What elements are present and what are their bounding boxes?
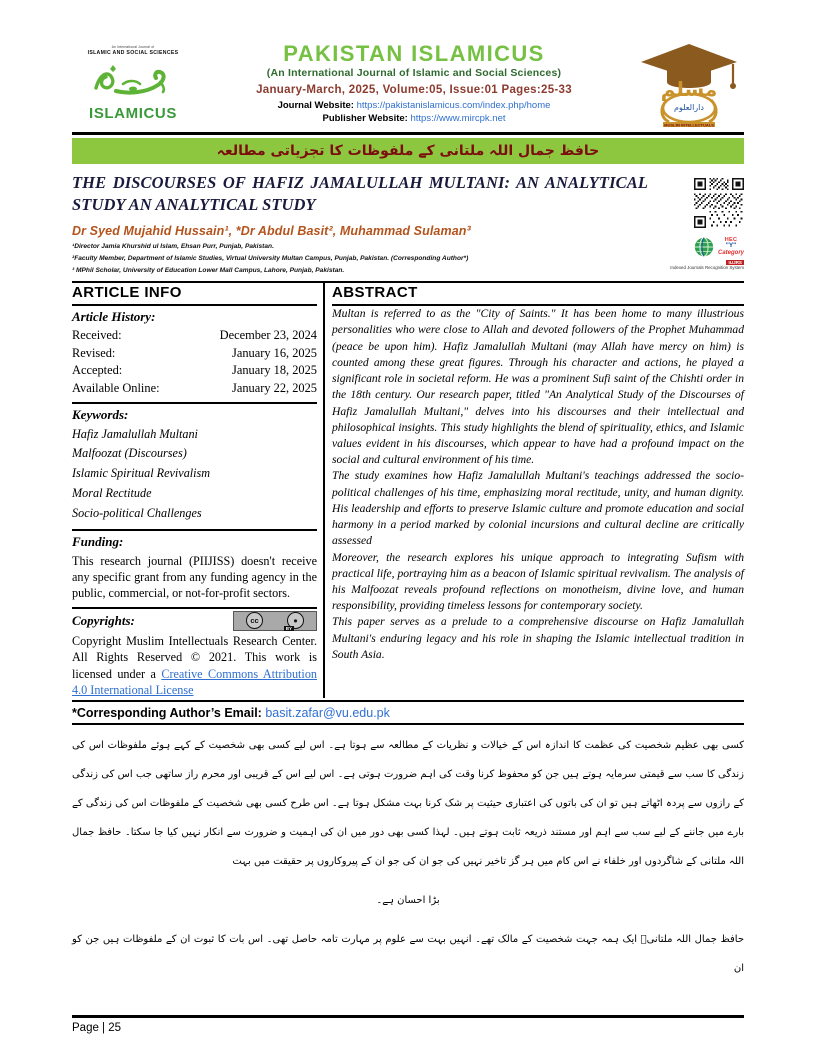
copyright-text	[72, 633, 317, 698]
affiliation-list	[72, 243, 744, 276]
author-list: Dr Syed Mujahid Hussain¹, *Dr Abdul Basit², Muhammad Sulaman³	[72, 223, 471, 238]
funding-heading: Funding:	[72, 533, 124, 549]
history-label: Received:	[72, 328, 122, 343]
islamicus-calligraphy-icon	[90, 58, 176, 104]
hec-label: HEC	[724, 236, 738, 243]
urdu-title-text: حافظ جمال اللہ ملتانی کے ملفوظات کا تجزیاتی مطالعہ	[216, 143, 600, 159]
article-history-heading: Article History:	[72, 309, 156, 325]
page-content	[72, 38, 744, 993]
abstract-paragraph: This paper serves as a prelude to a comprehensive discourse on Hafiz Jamalullah Multani's enduring legacy and his role in shaping the Islamic intellectual tradition in South Asia.	[332, 615, 744, 661]
journal-website-link[interactable]: https://pakistanislamicus.com/index.php/home	[356, 100, 551, 112]
abstract-paragraph: Moreover, the research explores his unique approach to integrating Sufism with practical life, portraying him as a beacon of Islamic spiritual revivalism. The analysis of his Malfoozat reveals profound reflections on monotheism, divine love, and human responsibility, providing timeless lessons for contemporary society.	[332, 550, 744, 613]
affiliation-item: ³ MPhil Scholar, University of Education Lower Mall Campus, Lahore, Punjab, Pakistan.	[72, 267, 345, 274]
keyword-item: Malfoozat (Discourses)	[72, 446, 187, 461]
journal-issue-line: January-March, 2025, Volume:05, Issue:01 Pages:25-33	[256, 84, 572, 97]
journal-websites	[194, 100, 634, 126]
history-label: Available Online:	[72, 381, 160, 396]
corresponding-author-label: *Corresponding Author’s Email:	[72, 706, 262, 721]
page-footer	[72, 1015, 744, 1034]
keyword-item: Socio-political Challenges	[72, 505, 202, 520]
publisher-website-row	[194, 113, 634, 126]
islamicus-logo	[72, 38, 194, 130]
keyword-item: Hafiz Jamalullah Multani	[72, 426, 198, 441]
corresponding-author-email-link[interactable]: basit.zafar@vu.edu.pk	[265, 706, 390, 721]
urdu-body	[72, 725, 744, 983]
islamicus-wordmark: ISLAMICUS	[89, 104, 177, 122]
urdu-paragraph: بڑا احسان ہے۔	[376, 895, 440, 907]
abstract-paragraph: The study examines how Hafiz Jamalullah Multani's teachings addressed the socio-political challenges of his time, emphasizing moral rectitude, unity, and human dignity. His leadership and efforts to preserve Islamic culture and promote education and social harmony in a period marked by colonial incursions and cultural decline are critically assessed	[332, 469, 744, 548]
urdu-paragraph: کسی بھی عظیم شخصیت کی عظمت کا اندازہ اس کے خیالات و نظریات کے مطالعہ سے ہوتا ہے۔ اس لیے کسی بھی شخصیت کے کہے ہوئے ملفوظات اس کی زندگی کا سب سے قیمتی سرمایہ ہوتے ہیں جن کو محفوظ کرنا وقت کی اہم ضرورت ہوتی ہے۔ اس لیے اس کے قریبی اور محرم راز ساتھی جب اس کی زندگی کے رازوں سے پردہ اٹھاتے ہیں تو ان کی باتوں کی اعتباری حیثیت پر شک کرنا بہت مشکل ہوتا ہے۔ اس طرح کسی بھی شخصیت کے ملفوظات اس کی زندگی کے بارے میں جاننے کے لیے سب سے اہم اور مستند ذریعہ ثابت ہوتے ہیں۔ لہذا کسی بھی دور میں ان کی اہمیت و ضرورت سے انکار نہیں کیا جا سکتا۔ حافظ جمال اللہ ملتانی کے شاگردوں اور خلفاء نے اس کام میں ہر گز تاخیر نہیں کی جو ان کی جو ان کے پیروکاروں پر حقیقت میں بہت	[72, 740, 744, 868]
publisher-website-link[interactable]: https://www.mircpk.net	[410, 112, 506, 124]
divider	[72, 529, 317, 531]
history-label: Revised:	[72, 345, 116, 360]
copyrights-header-row	[72, 611, 317, 631]
islamicus-logo-subtitle: ISLAMIC AND SOCIAL SCIENCES	[87, 49, 179, 56]
mirc-logo	[634, 38, 744, 130]
cc-by-label: BY	[285, 625, 292, 631]
copyright-statement: Copyright Muslim Intellectuals Research Center. All Rights Reserved © 2021. This work is licensed under a	[72, 633, 317, 681]
divider	[72, 607, 317, 609]
indexing-badges	[652, 178, 744, 271]
info-abstract-columns	[72, 283, 744, 698]
graduation-cap-icon	[637, 38, 741, 130]
urdu-title-banner	[72, 138, 744, 164]
globe-icon	[693, 236, 715, 258]
history-value: January 16, 2025	[232, 345, 317, 360]
keyword-item: Moral Rectitude	[72, 485, 152, 500]
svg-text:دارالعلوم: دارالعلوم	[674, 103, 704, 112]
hec-category-text	[718, 238, 744, 257]
divider	[72, 402, 317, 404]
journal-subtitle: (An International Journal of Islamic and Social Sciences)	[266, 67, 562, 80]
history-label: Accepted:	[72, 363, 123, 378]
divider	[72, 304, 317, 306]
affiliation-item: ¹Director Jamia Khurshid ul Islam, Ehsan Purr, Punjab, Pakistan.	[72, 242, 274, 250]
history-row-received	[72, 327, 317, 345]
hec-recognition-badge	[693, 236, 744, 258]
creative-commons-badge-icon	[233, 611, 317, 631]
iujrs-tag: IUJRS	[728, 260, 742, 265]
hec-grade: "Y"	[725, 242, 737, 250]
license-link[interactable]: Creative Commons Attribution 4.0 International License	[72, 666, 318, 697]
history-value: January 18, 2025	[232, 363, 317, 378]
article-title-block	[72, 164, 744, 275]
affiliation-item: ²Faculty Member, Department of Islamic Studies, Virtual University Multan Campus, Punjab, Pakistan. (Corresponding Author*)	[72, 254, 469, 262]
keywords-heading: Keywords:	[72, 406, 129, 422]
islamicus-logo-tagline: An International Journal of	[111, 45, 155, 50]
hec-category-label: Category	[717, 250, 744, 257]
article-info-column	[72, 283, 325, 698]
history-value: January 22, 2025	[232, 381, 317, 396]
iujrs-caption: Indexed Journals Recognition System	[670, 264, 744, 270]
cc-icon: cc	[246, 612, 263, 629]
history-row-available-online	[72, 380, 317, 398]
masthead-center	[194, 38, 634, 130]
page-title: THE DISCOURSES OF HAFIZ JAMALULLAH MULTANI: AN ANALYTICAL STUDY AN ANALYTICAL STUDY	[72, 173, 648, 214]
journal-masthead	[72, 38, 744, 135]
mirc-caption: MUSLIM INTELLECTUALS	[664, 122, 714, 128]
svg-text:مسلم: مسلم	[660, 77, 718, 101]
history-row-accepted	[72, 362, 317, 380]
history-row-revised	[72, 345, 317, 363]
funding-text: This research journal (PIIJISS) doesn't receive any specific grant from any funding agency in the public, commercial, or not-for-profit sectors.	[72, 553, 317, 601]
publisher-website-label: Publisher Website:	[322, 112, 408, 124]
journal-title: PAKISTAN ISLAMICUS	[283, 41, 545, 66]
journal-website-label: Journal Website:	[277, 100, 354, 112]
history-value: December 23, 2024	[219, 328, 317, 343]
abstract-column	[325, 283, 744, 698]
keyword-item: Islamic Spiritual Revivalism	[72, 466, 211, 481]
person-icon: ●	[287, 612, 304, 629]
article-info-heading: ARTICLE INFO	[72, 284, 182, 302]
journal-website-row	[194, 100, 634, 113]
abstract-body	[332, 306, 744, 663]
copyrights-heading: Copyrights:	[72, 612, 135, 628]
page-number: Page | 25	[72, 1022, 122, 1034]
urdu-paragraph: حافظ جمال اللہ ملتانیؒ ایک ہمہ جہت شخصیت کے مالک تھے۔ انہیں بہت سے علوم پر مہارت تامہ حاصل تھی۔ اس بات کا ثبوت ان کے ملفوظات ہیں جن کو ان	[72, 934, 744, 975]
abstract-heading: ABSTRACT	[332, 284, 418, 302]
iujrs-badge	[670, 260, 744, 271]
abstract-paragraph: Multan is referred to as the "City of Saints." It has been home to many illustrious personalities who were close to Allah and devoted followers of the Prophet Muhammad (peace be upon him). Hafiz Jamalullah Multani (may Allah have mercy on him) is counted among these great figures. Through his character and actions, he played a significant role in societal reform. He was a prominent Sufi saint of the Chishti order in the 18th century. Our research paper, titled "An Analytical Study of the Discourses of Hafiz Jamalullah Multani," delves into his discourses and their intellectual and philosophical insights. This study highlights the blend of spirituality, ethics, and Islamic values evident in his discourses, which appear to have had a profound impact on the social and cultural environment of his time.	[332, 307, 744, 467]
qr-code-icon	[694, 178, 744, 228]
corresponding-author-email-row	[72, 702, 744, 723]
